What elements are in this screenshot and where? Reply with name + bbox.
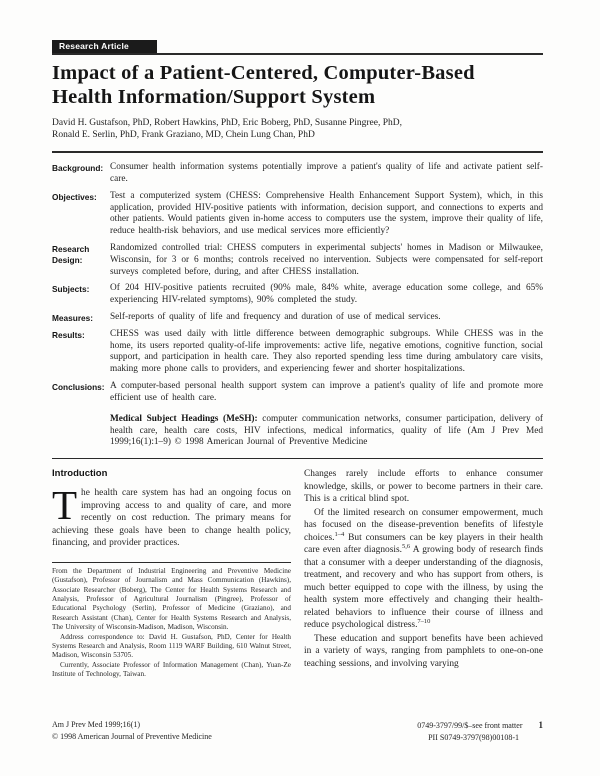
abstract-row-results [52, 329, 543, 376]
abstract-row-conclusions [52, 381, 543, 405]
footnote-affiliations: From the Department of Industrial Engineering and Preventive Medicine (Gustafson), Professor of Journalism and Mass Communication (Hawkins), Associate Researcher (Boberg), The Center for Health Systems Research and Analysis, Professor of Agricultural Journalism (Pingree), Professor of Educational Psychology (Serlin), Professor of Medicine (Graziano), and Research Assistant (Chan), Center for Health Systems Research and Analysis, The University of Wisconsin-Madison, Madison, Wisconsin. [52, 566, 291, 632]
article-title [52, 62, 543, 110]
abstract-divider [52, 458, 543, 459]
page-content [52, 40, 543, 679]
mesh-lead: Medical Subject Headings (MeSH): [110, 413, 258, 424]
mesh-terms: computer communication networks, consumer participation, delivery of health care, health care costs, HIV infections, medical informatics, quality of life (Am J Prev Med 1999;16(1):1–9) © 1998 American Journal of Preventive Medicine [110, 413, 543, 448]
abstract-text: Of 204 HIV-positive patients recruited (90% male, 84% white, average education some college, and 65% experiencing HIV-related symptoms), 90% completed the study. [110, 283, 543, 306]
body-text: A growing body of research finds that a consumer with a deeper understanding of the diagnosis, treatment, and recovery and who has support from others, is much better equipped to cope with the illness, by using the health system more effectively and changing their health-related behaviors to influence their course of illness and reduce psychological distress. [304, 545, 543, 631]
footer-left [52, 719, 212, 742]
citation-ref: 7–10 [417, 618, 431, 626]
page-footer [52, 719, 543, 744]
abstract-text: Randomized controlled trial: CHESS computers in experimental subjects' homes in Madison or Milwaukee, Wisconsin, for 3 or 6 months; controls received no intervention. Subjects were compensated for self-report surveys completed before, during, and after CHESS installation. [110, 242, 543, 277]
abstract-label: Research Design: [52, 243, 90, 265]
intro-paragraph-text: he health care system has had an ongoing focus on improving access to and quality of care, and more recently on cost reduction. The primary means for achieving these goals have been to change health policy, financing, and provider practices. [52, 488, 291, 549]
body-text: But consumers can be key players in their health care even after diagnosis. [304, 532, 543, 556]
abstract-label: Subjects: [52, 284, 90, 295]
right-column [304, 468, 543, 679]
footnote-correspondence: Address correspondence to: David H. Gustafson, PhD, Center for Health Systems Research and Analysis, Room 1119 WARF Building, 610 Walnut Street, Madison, Wisconsin 53705. [52, 632, 291, 660]
body-text: Of the limited research on consumer empowerment, much has focused on the disease-prevention benefits of lifestyle choices. [304, 507, 543, 543]
abstract-label: Objectives: [52, 191, 97, 202]
journal-citation: Am J Prev Med 1999;16(1) [52, 720, 140, 730]
structured-abstract [52, 162, 543, 449]
author-line2: Ronald E. Serlin, PhD, Frank Graziano, MD, Chein Lung Chan, PhD [52, 130, 315, 141]
abstract-text: Self-reports of quality of life and frequency and duration of use of medical services. [110, 311, 441, 322]
abstract-label: Results: [52, 329, 85, 340]
abstract-label: Measures: [52, 312, 94, 323]
body-paragraph-2 [304, 507, 543, 632]
abstract-label: Background: [52, 163, 104, 174]
author-line1: David H. Gustafson, PhD, Robert Hawkins, PhD, Eric Boberg, PhD, Susanne Pingree, PhD, [52, 117, 402, 128]
header-divider [52, 151, 543, 153]
article-title-line1: Impact of a Patient-Centered, Computer-Based [52, 62, 475, 84]
page-number: 1 [538, 720, 543, 731]
abstract-row-background [52, 162, 543, 186]
article-title-line2: Health Information/Support System [52, 85, 376, 108]
kicker-rule [52, 40, 543, 55]
abstract-row-subjects [52, 283, 543, 307]
intro-paragraph [52, 482, 291, 550]
abstract-row-research-design [52, 243, 543, 278]
footer-right [417, 719, 543, 744]
body-columns [52, 468, 543, 679]
author-list [52, 117, 543, 143]
footnote-block [52, 562, 291, 679]
copyright-line: © 1998 American Journal of Preventive Medicine [52, 731, 212, 741]
body-paragraph-1: Changes rarely include efforts to enhance consumer knowledge, skills, or power to become partners in their care. This is a critical blind spot. [304, 469, 543, 505]
abstract-label: Conclusions: [52, 381, 105, 392]
introduction-heading: Introduction [52, 468, 108, 480]
kicker-badge: Research Article [52, 40, 157, 53]
front-matter-text: 0749-3797/99/$–see front matter [417, 721, 523, 731]
front-matter-line [417, 719, 543, 732]
footnote-current-position: Currently, Associate Professor of Information Management (Chan), Yuan-Ze Institute of Technology, Taiwan. [52, 660, 291, 678]
abstract-text: CHESS was used daily with little difference between demographic subgroups. While CHESS was in the home, its users reported quality-of-life improvements: active life, negative emotions, cognitive function, social support, and participation in health care. They also reported spending less time during ambulatory care visits, making more phone calls to providers, and experiencing fewer and shorter hospitalizations. [110, 328, 543, 375]
abstract-text: Test a computerized system (CHESS: Comprehensive Health Enhancement Support System), which, in this application, provided HIV-positive patients with information, decision support, and connections to experts and other patients. Would patients given in-home access to computers use the system, improve their quality of life, reduce health-risk behaviors, and use medical services more efficiently? [110, 190, 543, 237]
abstract-text: Consumer health information systems potentially improve a patient's quality of life and activate patient self-care. [110, 162, 543, 184]
citation-ref: 1–4 [334, 530, 345, 538]
mesh-paragraph [110, 414, 543, 449]
body-paragraph-3: These education and support benefits have been achieved in a variety of ways, ranging from pamphlets to one-on-one teaching sessions, and involving varying [304, 633, 543, 669]
abstract-row-objectives [52, 191, 543, 238]
citation-ref: 5,6 [401, 543, 411, 551]
abstract-row-measures [52, 312, 543, 324]
left-column [52, 468, 291, 679]
pii-line: PII S0749-3797(98)00108-1 [428, 733, 519, 743]
abstract-text: A computer-based personal health support system can improve a patient's quality of life and promote more efficient use of health care. [110, 380, 543, 403]
drop-cap: T [52, 482, 78, 529]
